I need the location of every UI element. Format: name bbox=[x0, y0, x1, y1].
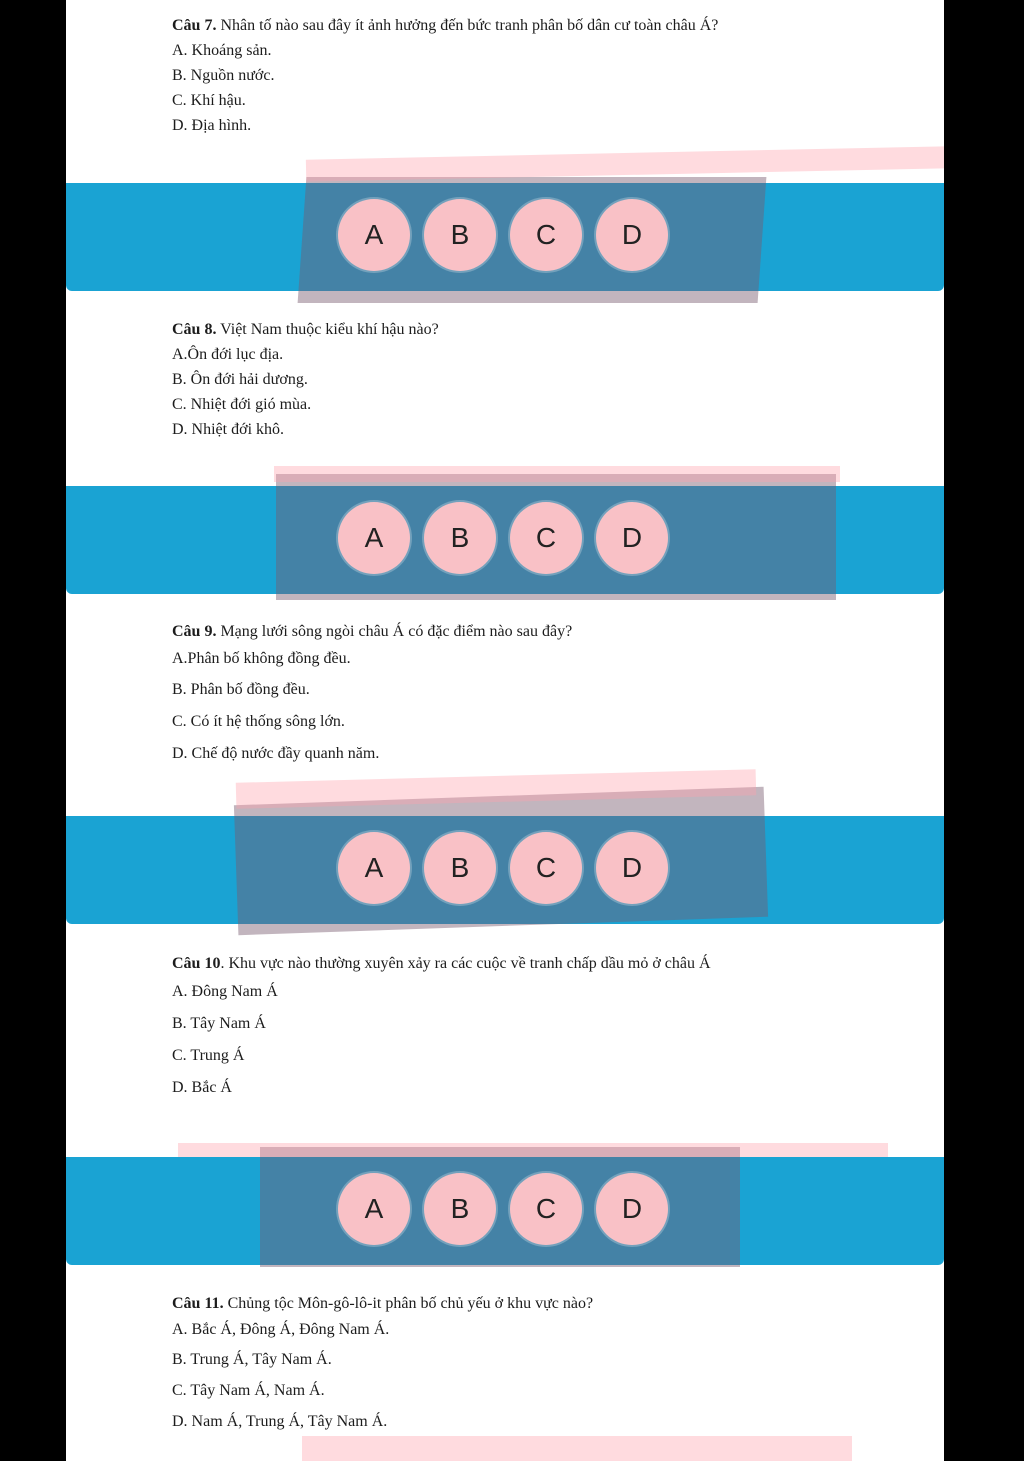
option-c: C. Có ít hệ thống sông lớn. bbox=[172, 713, 345, 730]
answer-buttons bbox=[338, 1173, 668, 1245]
quiz-page bbox=[66, 0, 944, 1461]
answer-bar-q7 bbox=[66, 183, 944, 291]
answer-button-d[interactable]: D bbox=[596, 1173, 668, 1245]
answer-bar-q10 bbox=[66, 1157, 944, 1265]
question-7 bbox=[172, 14, 718, 138]
option-b: B. Nguồn nước. bbox=[172, 67, 275, 84]
question-title bbox=[172, 952, 711, 976]
answer-buttons bbox=[338, 502, 668, 574]
question-number: Câu 11. bbox=[172, 1295, 224, 1312]
highlight-stroke bbox=[274, 466, 840, 482]
answer-bar-q9 bbox=[66, 816, 944, 924]
option-d: D. Nam Á, Trung Á, Tây Nam Á. bbox=[172, 1413, 388, 1430]
answer-button-b[interactable]: B bbox=[424, 502, 496, 574]
question-title bbox=[172, 318, 439, 342]
answer-button-b[interactable]: B bbox=[424, 832, 496, 904]
question-8 bbox=[172, 318, 439, 442]
option-b: B. Phân bố đồng đều. bbox=[172, 681, 310, 698]
option-c: C. Tây Nam Á, Nam Á. bbox=[172, 1382, 325, 1399]
question-9 bbox=[172, 620, 572, 770]
question-number: Câu 10 bbox=[172, 955, 221, 972]
option-b: B. Trung Á, Tây Nam Á. bbox=[172, 1351, 332, 1368]
answer-button-c[interactable]: C bbox=[510, 199, 582, 271]
question-number: Câu 7. bbox=[172, 17, 217, 34]
answer-button-c[interactable]: C bbox=[510, 832, 582, 904]
question-text: Chủng tộc Môn-gô-lô-it phân bố chủ yếu ở khu vực nào? bbox=[223, 1295, 594, 1312]
answer-button-a[interactable]: A bbox=[338, 199, 410, 271]
question-title bbox=[172, 1292, 593, 1316]
question-10 bbox=[172, 952, 711, 1104]
option-c: C. Nhiệt đới gió mùa. bbox=[172, 396, 312, 413]
answer-button-a[interactable]: A bbox=[338, 1173, 410, 1245]
answer-button-d[interactable]: D bbox=[596, 199, 668, 271]
option-b: B. Tây Nam Á bbox=[172, 1015, 266, 1032]
question-11 bbox=[172, 1292, 593, 1437]
highlight-stroke bbox=[178, 1143, 888, 1157]
option-a: A. Bắc Á, Đông Á, Đông Nam Á. bbox=[172, 1321, 390, 1338]
answer-button-c[interactable]: C bbox=[510, 502, 582, 574]
question-title bbox=[172, 14, 718, 38]
answer-button-d[interactable]: D bbox=[596, 502, 668, 574]
answer-button-a[interactable]: A bbox=[338, 502, 410, 574]
option-d: D. Địa hình. bbox=[172, 117, 252, 134]
question-text: Nhân tố nào sau đây ít ảnh hưởng đến bức tranh phân bố dân cư toàn châu Á? bbox=[216, 17, 719, 34]
question-text: Mạng lưới sông ngòi châu Á có đặc điểm nào sau đây? bbox=[216, 623, 573, 640]
option-a: A. Khoáng sản. bbox=[172, 42, 272, 59]
option-d: D. Bắc Á bbox=[172, 1079, 232, 1096]
option-d: D. Chế độ nước đầy quanh năm. bbox=[172, 745, 380, 762]
option-a: A.Phân bố không đồng đều. bbox=[172, 650, 351, 667]
answer-button-b[interactable]: B bbox=[424, 1173, 496, 1245]
answer-button-a[interactable]: A bbox=[338, 832, 410, 904]
option-b: B. Ôn đới hải dương. bbox=[172, 371, 308, 388]
question-number: Câu 9. bbox=[172, 623, 217, 640]
answer-bar-q8 bbox=[66, 486, 944, 594]
question-text: Việt Nam thuộc kiểu khí hậu nào? bbox=[216, 321, 439, 338]
answer-button-c[interactable]: C bbox=[510, 1173, 582, 1245]
option-a: A.Ôn đới lục địa. bbox=[172, 346, 284, 363]
question-text: . Khu vực nào thường xuyên xảy ra các cuộc về tranh chấp dầu mỏ ở châu Á bbox=[220, 955, 711, 972]
question-title bbox=[172, 620, 572, 644]
option-c: C. Khí hậu. bbox=[172, 92, 246, 109]
option-d: D. Nhiệt đới khô. bbox=[172, 421, 285, 438]
question-number: Câu 8. bbox=[172, 321, 217, 338]
answer-buttons bbox=[338, 832, 668, 904]
answer-button-b[interactable]: B bbox=[424, 199, 496, 271]
answer-buttons bbox=[338, 199, 668, 271]
option-c: C. Trung Á bbox=[172, 1047, 245, 1064]
answer-button-d[interactable]: D bbox=[596, 832, 668, 904]
highlight-stroke bbox=[302, 1436, 852, 1461]
option-a: A. Đông Nam Á bbox=[172, 983, 278, 1000]
